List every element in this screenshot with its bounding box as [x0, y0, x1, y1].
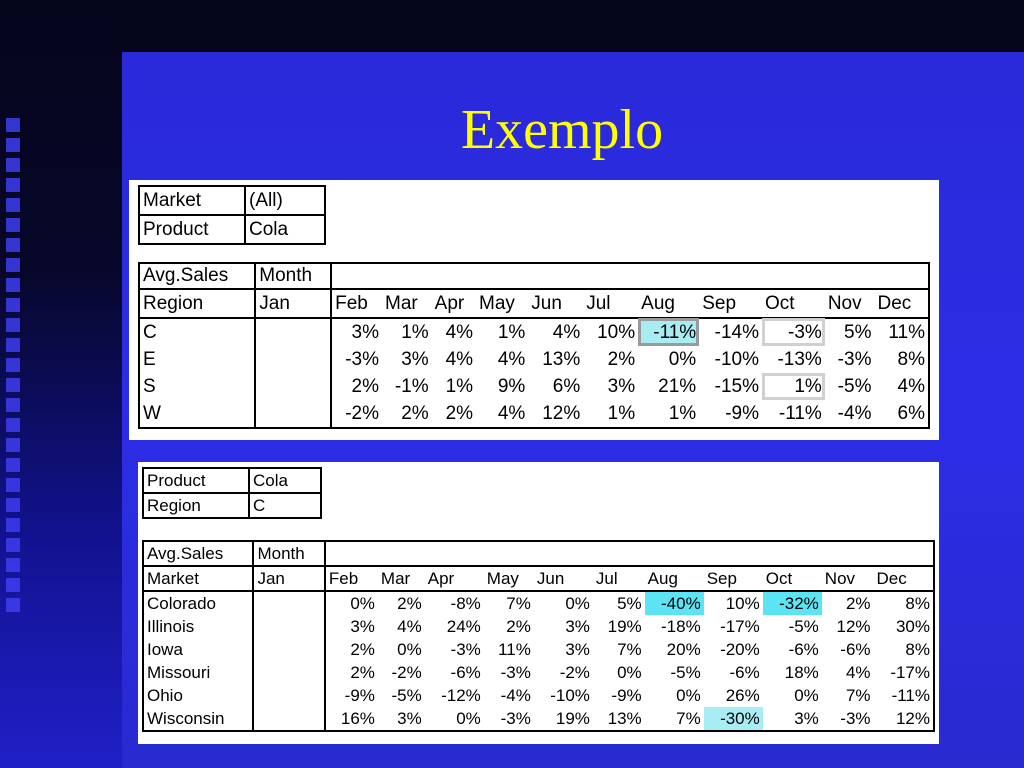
row-label[interactable]: E [139, 346, 255, 373]
row-label[interactable]: C [139, 318, 255, 346]
value-cell: 4% [845, 662, 871, 682]
decor-squares [6, 118, 26, 618]
value-cell: -32% [763, 591, 822, 615]
value-cell: 3% [794, 708, 819, 728]
decor-square [6, 498, 20, 512]
table-row [139, 373, 929, 400]
value-cell: 0% [456, 708, 481, 728]
value-cell: -10% [550, 685, 590, 705]
decor-square [6, 518, 20, 532]
decor-square [6, 238, 20, 252]
value-cell: 4% [497, 348, 526, 370]
value-cell: 12% [542, 402, 581, 424]
value-cell: 3% [397, 708, 422, 728]
decor-square [6, 178, 20, 192]
row-header-label[interactable]: Market [143, 566, 253, 591]
header-row-dimension [143, 541, 934, 566]
month-header[interactable]: Jan [253, 566, 324, 591]
filter-row [139, 215, 325, 244]
value-cell: 18% [784, 662, 819, 682]
value-cell: 12% [836, 616, 871, 636]
month-header[interactable]: Aug [645, 566, 704, 591]
month-header[interactable]: Dec [874, 566, 934, 591]
filter-value[interactable]: C [249, 493, 321, 518]
filter-table-1 [138, 185, 326, 245]
value-cell: 26% [725, 685, 760, 705]
table-row [143, 684, 934, 707]
value-cell [255, 346, 331, 373]
value-cell: 2% [506, 616, 531, 636]
value-cell: 7% [676, 708, 701, 728]
month-header[interactable]: Dec [874, 289, 929, 318]
row-label[interactable]: Illinois [143, 615, 253, 638]
filter-label: Product [143, 468, 249, 493]
row-label[interactable]: Ohio [143, 684, 253, 707]
value-cell: 0% [794, 685, 819, 705]
table-row [139, 346, 929, 373]
header-row-months [143, 566, 934, 591]
value-cell: -17% [890, 662, 930, 682]
value-cell: 21% [658, 375, 697, 397]
value-cell: 4% [397, 616, 422, 636]
table-row [143, 615, 934, 638]
value-cell: -17% [720, 616, 760, 636]
value-cell: 16% [340, 708, 375, 728]
value-cell: 2% [350, 662, 375, 682]
month-header[interactable]: Jul [593, 566, 645, 591]
value-cell: 9% [497, 375, 526, 397]
value-cell: 12% [895, 708, 930, 728]
value-cell [253, 707, 324, 731]
month-header[interactable]: Mar [378, 566, 425, 591]
value-cell: -3% [450, 639, 481, 659]
row-label[interactable]: W [139, 400, 255, 428]
value-cell: 0% [668, 348, 697, 370]
decor-square [6, 258, 20, 272]
value-cell: 8% [905, 639, 930, 659]
value-cell: 6% [552, 375, 581, 397]
month-header[interactable]: Feb [325, 566, 378, 591]
decor-square [6, 578, 20, 592]
value-cell: 3% [565, 639, 590, 659]
value-cell: 0% [397, 639, 422, 659]
table-row [139, 318, 929, 346]
dimension-label[interactable]: Month [255, 263, 331, 289]
value-cell: 2% [397, 593, 422, 613]
corner-label: Avg.Sales [143, 541, 253, 566]
value-cell: 13% [607, 708, 642, 728]
value-cell: 2% [845, 593, 871, 613]
table-row [143, 707, 934, 731]
value-cell: 4% [445, 348, 474, 370]
month-header[interactable]: Apr [432, 289, 476, 318]
value-cell: -14% [714, 321, 760, 343]
value-cell [253, 615, 324, 638]
value-cell: -9% [344, 685, 375, 705]
header-filler [325, 541, 934, 566]
month-header[interactable]: Jun [528, 289, 583, 318]
value-cell: -40% [645, 591, 704, 615]
value-cell: 4% [445, 321, 474, 343]
value-cell: -9% [611, 685, 642, 705]
value-cell: 1% [497, 321, 526, 343]
value-cell: -3% [500, 708, 531, 728]
header-row-dimension [139, 263, 929, 289]
month-header[interactable]: Feb [331, 289, 382, 318]
value-cell: -4% [500, 685, 531, 705]
value-cell: -6% [788, 639, 819, 659]
value-cell: -3% [345, 348, 380, 370]
value-cell: 13% [542, 348, 581, 370]
header-row-months [139, 289, 929, 318]
value-cell: -3% [837, 348, 872, 370]
value-cell [255, 373, 331, 400]
value-cell: -13% [777, 348, 822, 370]
month-header[interactable]: Nov [822, 566, 874, 591]
decor-square [6, 438, 20, 452]
value-cell: -6% [840, 639, 871, 659]
value-cell: 2% [350, 639, 375, 659]
month-header[interactable]: Aug [638, 289, 699, 318]
value-cell: 7% [506, 593, 531, 613]
value-cell: 10% [725, 593, 760, 613]
row-label[interactable]: Iowa [143, 638, 253, 661]
value-cell: 3% [401, 348, 429, 370]
value-cell: -6% [729, 662, 760, 682]
value-cell: 19% [555, 708, 590, 728]
value-cell: -11% [778, 402, 822, 424]
value-cell: 20% [666, 639, 701, 659]
value-cell: 8% [897, 348, 925, 370]
value-cell: 0% [617, 662, 642, 682]
filter-row [139, 186, 325, 215]
month-header[interactable]: Jun [534, 566, 593, 591]
pivot-table-region [138, 262, 930, 429]
value-cell: -3% [762, 318, 825, 346]
table-row [143, 638, 934, 661]
decor-square [6, 538, 20, 552]
value-cell: -2% [391, 662, 422, 682]
top-bar [0, 0, 1024, 52]
pivot-table-market [142, 540, 935, 732]
value-cell: 3% [607, 375, 636, 397]
filter-label: Market [139, 186, 245, 215]
pivot-panel-market [138, 462, 939, 744]
filter-row [143, 493, 321, 518]
table-row [143, 661, 934, 684]
decor-square [6, 458, 20, 472]
month-header[interactable]: Jul [583, 289, 638, 318]
decor-square [6, 318, 20, 332]
month-header[interactable]: Oct [763, 566, 822, 591]
month-header[interactable]: Mar [382, 289, 432, 318]
value-cell: 7% [845, 685, 871, 705]
value-cell: 4% [897, 375, 925, 397]
decor-square [6, 598, 20, 612]
decor-square [6, 198, 20, 212]
value-cell: -3% [500, 662, 531, 682]
month-header[interactable]: Oct [762, 289, 825, 318]
value-cell: 2% [607, 348, 636, 370]
decor-square [6, 418, 20, 432]
month-header[interactable]: Sep [699, 289, 762, 318]
value-cell [253, 661, 324, 684]
value-cell: -1% [394, 375, 429, 397]
filter-label: Region [143, 493, 249, 518]
value-cell: -30% [704, 707, 763, 731]
value-cell [253, 591, 324, 615]
value-cell: -12% [441, 685, 481, 705]
value-cell: -5% [788, 616, 819, 636]
row-label[interactable]: S [139, 373, 255, 400]
table-row [139, 400, 929, 428]
value-cell: 1% [762, 373, 825, 400]
value-cell: 3% [565, 616, 590, 636]
value-cell: 5% [617, 593, 642, 613]
value-cell: 11% [888, 321, 925, 343]
row-label[interactable]: Colorado [143, 591, 253, 615]
value-cell: -8% [450, 593, 481, 613]
value-cell: -11% [891, 685, 930, 705]
filter-value[interactable]: Cola [245, 215, 325, 244]
decor-square [6, 478, 20, 492]
value-cell: -6% [450, 662, 481, 682]
value-cell [255, 318, 331, 346]
value-cell: -4% [837, 402, 872, 424]
decor-square [6, 558, 20, 572]
value-cell: -10% [714, 348, 760, 370]
value-cell: 3% [351, 321, 380, 343]
value-cell: -5% [837, 375, 872, 397]
value-cell [255, 400, 331, 428]
month-header[interactable]: Nov [825, 289, 875, 318]
value-cell: -9% [725, 402, 760, 424]
value-cell: 1% [401, 321, 429, 343]
pivot-panel-region [129, 180, 939, 440]
value-cell: 4% [497, 402, 526, 424]
value-cell: -20% [720, 639, 760, 659]
value-cell: 2% [445, 402, 474, 424]
header-filler [331, 263, 929, 289]
value-cell: 2% [401, 402, 429, 424]
month-header[interactable]: May [484, 566, 534, 591]
filter-value[interactable]: Cola [249, 468, 321, 493]
value-cell: 2% [351, 375, 380, 397]
filter-value[interactable]: (All) [245, 186, 325, 215]
value-cell: 4% [552, 321, 581, 343]
value-cell: -18% [661, 616, 701, 636]
month-header[interactable]: Jan [255, 289, 331, 318]
month-header[interactable]: Apr [425, 566, 484, 591]
value-cell [253, 638, 324, 661]
value-cell: 24% [446, 616, 481, 636]
value-cell: 10% [597, 321, 636, 343]
slide-title: Exemplo [460, 99, 664, 161]
value-cell: 1% [445, 375, 474, 397]
value-cell: 3% [350, 616, 375, 636]
month-header[interactable]: May [476, 289, 528, 318]
value-cell [253, 684, 324, 707]
filter-table-2 [142, 467, 322, 519]
table-row [143, 591, 934, 615]
value-cell: 7% [617, 639, 642, 659]
decor-square [6, 218, 20, 232]
value-cell: 6% [897, 402, 925, 424]
row-header-label[interactable]: Region [139, 289, 255, 318]
value-cell: 30% [895, 616, 930, 636]
decor-square [6, 298, 20, 312]
value-cell: 5% [844, 321, 872, 343]
value-cell: -5% [391, 685, 422, 705]
month-header[interactable]: Sep [704, 566, 763, 591]
value-cell: 1% [607, 402, 636, 424]
filter-row [143, 468, 321, 493]
value-cell: 1% [668, 402, 697, 424]
decor-square [6, 358, 20, 372]
value-cell: 0% [350, 593, 375, 613]
value-cell: 11% [498, 639, 531, 659]
value-cell: -15% [714, 375, 760, 397]
decor-square [6, 338, 20, 352]
filter-label: Product [139, 215, 245, 244]
value-cell: 0% [676, 685, 701, 705]
value-cell: 19% [607, 616, 642, 636]
dimension-label[interactable]: Month [253, 541, 324, 566]
value-cell: -2% [559, 662, 590, 682]
value-cell: 8% [905, 593, 930, 613]
corner-label: Avg.Sales [139, 263, 255, 289]
row-label[interactable]: Missouri [143, 661, 253, 684]
value-cell: -11% [638, 318, 699, 346]
value-cell: 0% [565, 593, 590, 613]
decor-square [6, 378, 20, 392]
decor-square [6, 398, 20, 412]
decor-square [6, 278, 20, 292]
value-cell: -2% [345, 402, 380, 424]
row-label[interactable]: Wisconsin [143, 707, 253, 731]
value-cell: -5% [670, 662, 701, 682]
value-cell: -3% [840, 708, 871, 728]
